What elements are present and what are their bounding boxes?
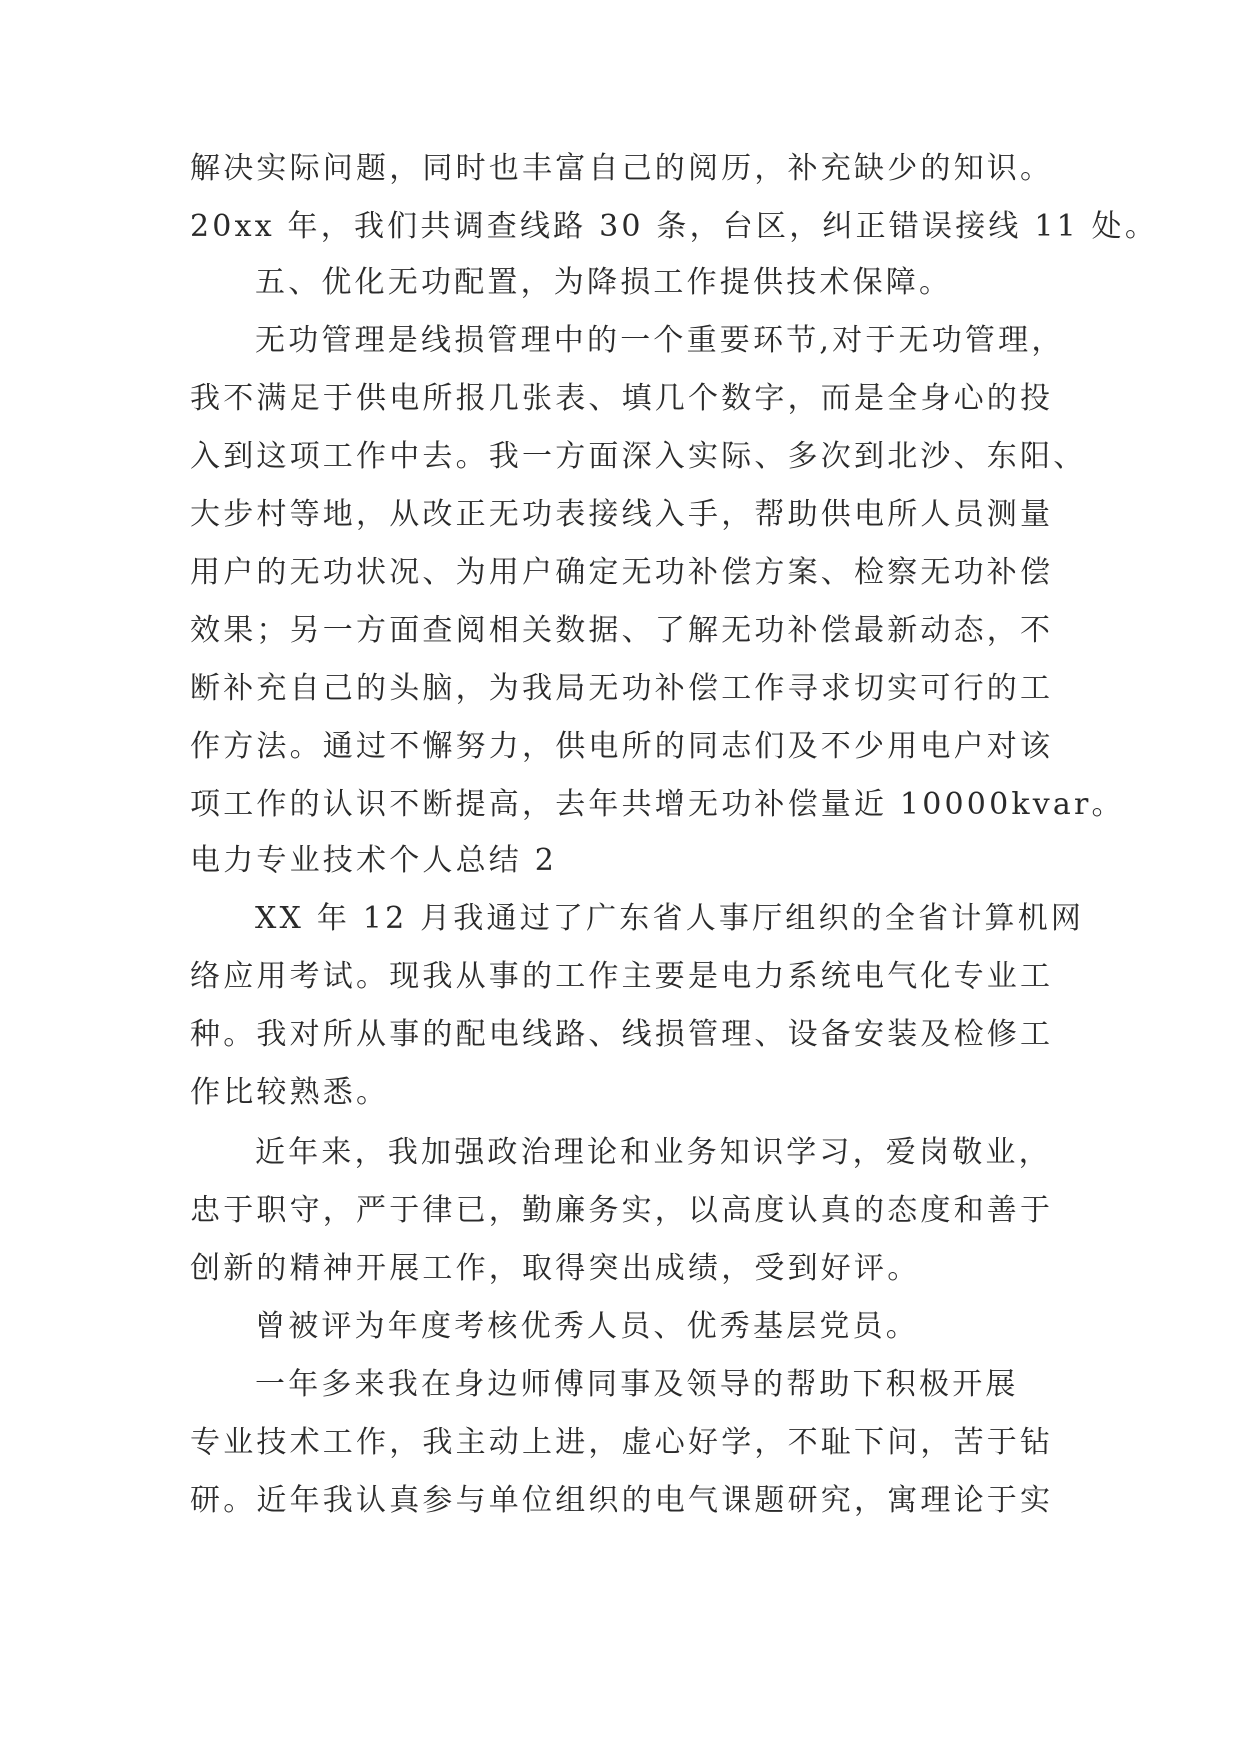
text-line: 作方法。通过不懈努力，供电所的同志们及不少用电户对该 xyxy=(190,729,1054,764)
text-line: 用户的无功状况、为用户确定无功补偿方案、检察无功补偿 xyxy=(190,555,1054,590)
text-line: 大步村等地，从改正无功表接线入手，帮助供电所人员测量 xyxy=(190,497,1054,532)
text-line: 作比较熟悉。 xyxy=(190,1075,390,1110)
text-line: 解决实际问题，同时也丰富自己的阅历，补充缺少的知识。 xyxy=(190,151,1054,186)
text-line: 种。我对所从事的配电线路、线损管理、设备安装及检修工 xyxy=(190,1017,1054,1052)
text-line: 一年多来我在身边师傅同事及领导的帮助下积极开展 xyxy=(255,1367,1019,1402)
text-line: 20xx 年，我们共调查线路 30 条，台区，纠正错误接线 11 处。 xyxy=(190,209,1159,244)
text-line: 络应用考试。现我从事的工作主要是电力系统电气化专业工 xyxy=(190,959,1054,994)
text-line: 断补充自己的头脑，为我局无功补偿工作寻求切实可行的工 xyxy=(190,671,1054,706)
text-line: 我不满足于供电所报几张表、填几个数字，而是全身心的投 xyxy=(190,381,1054,416)
text-line: 创新的精神开展工作，取得突出成绩，受到好评。 xyxy=(190,1251,921,1286)
text-line: 研。近年我认真参与单位组织的电气课题研究，寓理论于实 xyxy=(190,1483,1054,1518)
text-line: 项工作的认识不断提高，去年共增无功补偿量近 10000kvar。 xyxy=(190,787,1125,822)
text-line: 专业技术工作，我主动上进，虚心好学，不耻下问，苦于钻 xyxy=(190,1425,1054,1460)
text-line: 曾被评为年度考核优秀人员、优秀基层党员。 xyxy=(255,1309,919,1344)
text-line: 入到这项工作中去。我一方面深入实际、多次到北沙、东阳、 xyxy=(190,439,1087,474)
section-heading: 五、优化无功配置，为降损工作提供技术保障。 xyxy=(255,265,953,300)
text-line: 忠于职守，严于律已，勤廉务实，以高度认真的态度和善于 xyxy=(190,1193,1054,1228)
text-line: 近年来，我加强政治理论和业务知识学习，爱岗敬业， xyxy=(255,1135,1052,1170)
document-title: 电力专业技术个人总结 2 xyxy=(190,843,558,878)
text-line: 无功管理是线损管理中的一个重要环节,对于无功管理， xyxy=(255,323,1065,358)
text-line: XX 年 12 月我通过了广东省人事厅组织的全省计算机网 xyxy=(255,901,1085,936)
text-line: 效果；另一方面查阅相关数据、了解无功补偿最新动态，不 xyxy=(190,613,1054,648)
